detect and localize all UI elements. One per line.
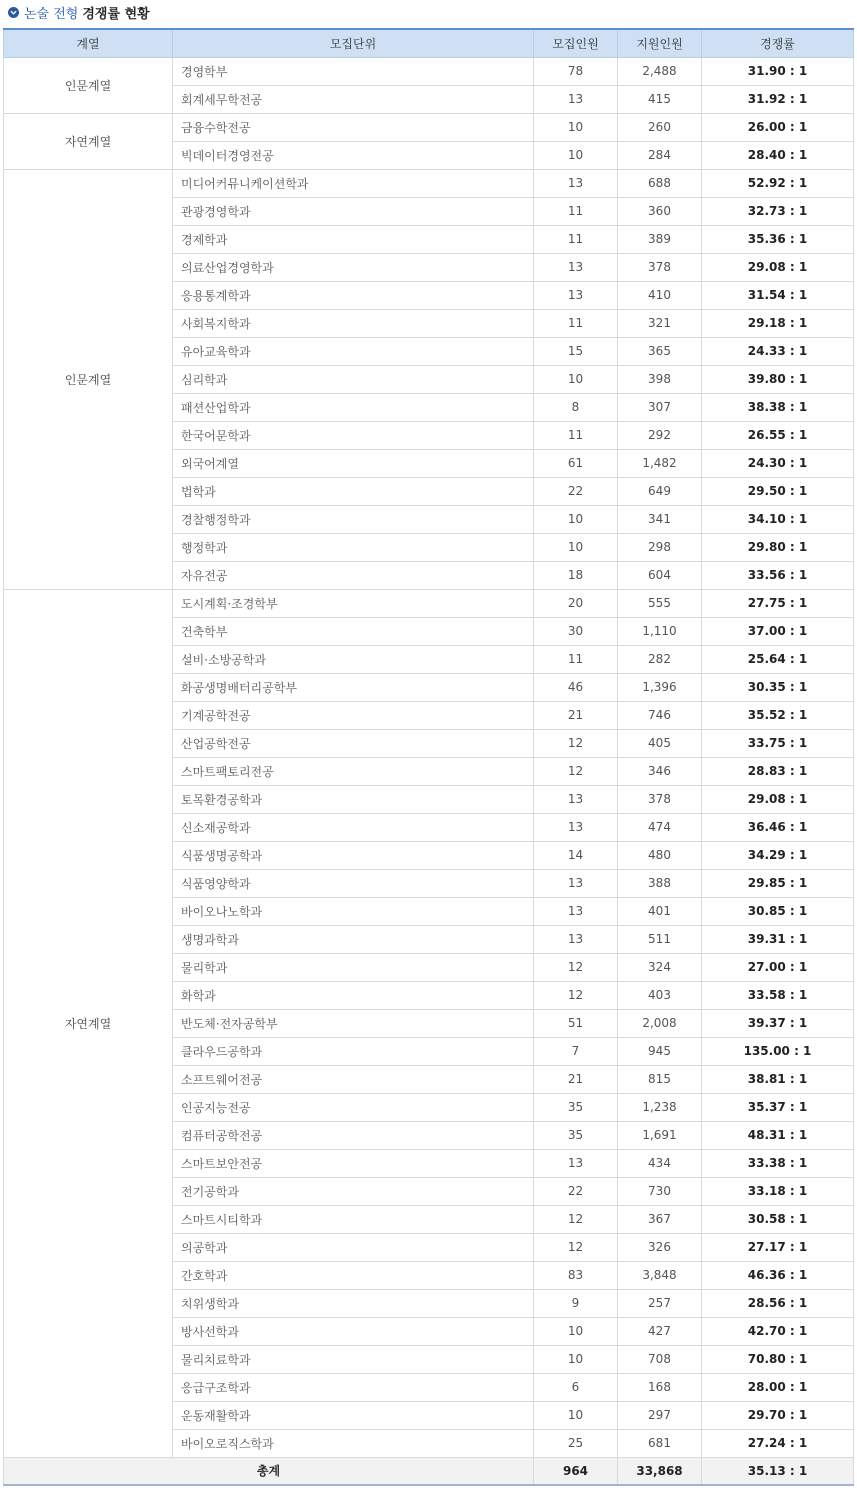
unit-cell: 의공학과 xyxy=(173,1233,534,1261)
quota-cell: 22 xyxy=(534,1177,618,1205)
rate-cell: 29.85 : 1 xyxy=(702,869,854,897)
quota-cell: 21 xyxy=(534,701,618,729)
total-rate: 35.13 : 1 xyxy=(702,1457,854,1485)
unit-cell: 스마트시티학과 xyxy=(173,1205,534,1233)
rate-cell: 36.46 : 1 xyxy=(702,813,854,841)
unit-cell: 클라우드공학과 xyxy=(173,1037,534,1065)
quota-cell: 10 xyxy=(534,365,618,393)
unit-cell: 식품생명공학과 xyxy=(173,841,534,869)
group-cell: 자연계열 xyxy=(4,113,173,169)
rate-cell: 42.70 : 1 xyxy=(702,1317,854,1345)
quota-cell: 13 xyxy=(534,869,618,897)
column-header: 모집단위 xyxy=(173,29,534,57)
applicants-cell: 257 xyxy=(618,1289,702,1317)
rate-cell: 35.36 : 1 xyxy=(702,225,854,253)
rate-cell: 25.64 : 1 xyxy=(702,645,854,673)
applicants-cell: 321 xyxy=(618,309,702,337)
unit-cell: 경제학과 xyxy=(173,225,534,253)
applicants-cell: 2,008 xyxy=(618,1009,702,1037)
applicants-cell: 403 xyxy=(618,981,702,1009)
quota-cell: 7 xyxy=(534,1037,618,1065)
unit-cell: 소프트웨어전공 xyxy=(173,1065,534,1093)
applicants-cell: 1,110 xyxy=(618,617,702,645)
unit-cell: 법학과 xyxy=(173,477,534,505)
quota-cell: 13 xyxy=(534,169,618,197)
unit-cell: 치위생학과 xyxy=(173,1289,534,1317)
rate-cell: 33.18 : 1 xyxy=(702,1177,854,1205)
rate-cell: 33.56 : 1 xyxy=(702,561,854,589)
rate-cell: 29.50 : 1 xyxy=(702,477,854,505)
applicants-cell: 292 xyxy=(618,421,702,449)
quota-cell: 10 xyxy=(534,141,618,169)
group-cell: 자연계열 xyxy=(4,589,173,1457)
quota-cell: 12 xyxy=(534,757,618,785)
quota-cell: 21 xyxy=(534,1065,618,1093)
quota-cell: 10 xyxy=(534,533,618,561)
rate-cell: 33.58 : 1 xyxy=(702,981,854,1009)
quota-cell: 12 xyxy=(534,953,618,981)
table-row xyxy=(4,57,854,85)
quota-cell: 10 xyxy=(534,505,618,533)
unit-cell: 외국어계열 xyxy=(173,449,534,477)
rate-cell: 48.31 : 1 xyxy=(702,1121,854,1149)
section-title xyxy=(0,0,857,24)
column-header: 지원인원 xyxy=(618,29,702,57)
quota-cell: 10 xyxy=(534,1317,618,1345)
quota-cell: 22 xyxy=(534,477,618,505)
rate-cell: 39.80 : 1 xyxy=(702,365,854,393)
rate-cell: 35.52 : 1 xyxy=(702,701,854,729)
applicants-cell: 341 xyxy=(618,505,702,533)
total-row xyxy=(4,1457,854,1485)
rate-cell: 35.37 : 1 xyxy=(702,1093,854,1121)
unit-cell: 경찰행정학과 xyxy=(173,505,534,533)
rate-cell: 28.40 : 1 xyxy=(702,141,854,169)
quota-cell: 51 xyxy=(534,1009,618,1037)
unit-cell: 패션산업학과 xyxy=(173,393,534,421)
applicants-cell: 367 xyxy=(618,1205,702,1233)
quota-cell: 18 xyxy=(534,561,618,589)
applicants-cell: 730 xyxy=(618,1177,702,1205)
unit-cell: 생명과학과 xyxy=(173,925,534,953)
quota-cell: 13 xyxy=(534,897,618,925)
rate-cell: 30.85 : 1 xyxy=(702,897,854,925)
rate-cell: 30.58 : 1 xyxy=(702,1205,854,1233)
applicants-cell: 2,488 xyxy=(618,57,702,85)
quota-cell: 11 xyxy=(534,225,618,253)
rate-cell: 27.00 : 1 xyxy=(702,953,854,981)
quota-cell: 11 xyxy=(534,309,618,337)
applicants-cell: 511 xyxy=(618,925,702,953)
applicants-cell: 360 xyxy=(618,197,702,225)
unit-cell: 반도체·전자공학부 xyxy=(173,1009,534,1037)
rate-cell: 52.92 : 1 xyxy=(702,169,854,197)
unit-cell: 물리학과 xyxy=(173,953,534,981)
unit-cell: 도시계획·조경학부 xyxy=(173,589,534,617)
total-applicants: 33,868 xyxy=(618,1457,702,1485)
total-quota: 964 xyxy=(534,1457,618,1485)
column-header: 계열 xyxy=(4,29,173,57)
applicants-cell: 681 xyxy=(618,1429,702,1457)
unit-cell: 자유전공 xyxy=(173,561,534,589)
applicants-cell: 649 xyxy=(618,477,702,505)
unit-cell: 산업공학전공 xyxy=(173,729,534,757)
quota-cell: 20 xyxy=(534,589,618,617)
unit-cell: 스마트팩토리전공 xyxy=(173,757,534,785)
applicants-cell: 260 xyxy=(618,113,702,141)
unit-cell: 심리학과 xyxy=(173,365,534,393)
quota-cell: 12 xyxy=(534,1205,618,1233)
rate-cell: 31.90 : 1 xyxy=(702,57,854,85)
rate-cell: 29.08 : 1 xyxy=(702,785,854,813)
applicants-cell: 1,482 xyxy=(618,449,702,477)
applicants-cell: 398 xyxy=(618,365,702,393)
rate-cell: 29.18 : 1 xyxy=(702,309,854,337)
applicants-cell: 282 xyxy=(618,645,702,673)
table-row xyxy=(4,113,854,141)
applicants-cell: 378 xyxy=(618,253,702,281)
quota-cell: 30 xyxy=(534,617,618,645)
quota-cell: 12 xyxy=(534,1233,618,1261)
applicants-cell: 945 xyxy=(618,1037,702,1065)
quota-cell: 15 xyxy=(534,337,618,365)
quota-cell: 46 xyxy=(534,673,618,701)
column-header: 경쟁률 xyxy=(702,29,854,57)
applicants-cell: 480 xyxy=(618,841,702,869)
quota-cell: 13 xyxy=(534,1149,618,1177)
rate-cell: 26.00 : 1 xyxy=(702,113,854,141)
group-cell: 인문계열 xyxy=(4,57,173,113)
rate-cell: 28.83 : 1 xyxy=(702,757,854,785)
competition-table-wrap xyxy=(3,28,853,1486)
unit-cell: 응용통계학과 xyxy=(173,281,534,309)
unit-cell: 방사선학과 xyxy=(173,1317,534,1345)
rate-cell: 39.37 : 1 xyxy=(702,1009,854,1037)
unit-cell: 유아교육학과 xyxy=(173,337,534,365)
quota-cell: 13 xyxy=(534,85,618,113)
rate-cell: 34.29 : 1 xyxy=(702,841,854,869)
unit-cell: 사회복지학과 xyxy=(173,309,534,337)
applicants-cell: 1,396 xyxy=(618,673,702,701)
quota-cell: 35 xyxy=(534,1093,618,1121)
unit-cell: 관광경영학과 xyxy=(173,197,534,225)
quota-cell: 13 xyxy=(534,925,618,953)
applicants-cell: 474 xyxy=(618,813,702,841)
table-body xyxy=(4,57,854,1457)
unit-cell: 회계세무학전공 xyxy=(173,85,534,113)
rate-cell: 32.73 : 1 xyxy=(702,197,854,225)
applicants-cell: 688 xyxy=(618,169,702,197)
applicants-cell: 410 xyxy=(618,281,702,309)
quota-cell: 13 xyxy=(534,785,618,813)
rate-cell: 34.10 : 1 xyxy=(702,505,854,533)
quota-cell: 13 xyxy=(534,281,618,309)
applicants-cell: 405 xyxy=(618,729,702,757)
applicants-cell: 298 xyxy=(618,533,702,561)
rate-cell: 28.00 : 1 xyxy=(702,1373,854,1401)
quota-cell: 11 xyxy=(534,645,618,673)
applicants-cell: 708 xyxy=(618,1345,702,1373)
unit-cell: 인공지능전공 xyxy=(173,1093,534,1121)
rate-cell: 27.24 : 1 xyxy=(702,1429,854,1457)
applicants-cell: 326 xyxy=(618,1233,702,1261)
unit-cell: 컴퓨터공학전공 xyxy=(173,1121,534,1149)
column-header: 모집인원 xyxy=(534,29,618,57)
unit-cell: 의료산업경영학과 xyxy=(173,253,534,281)
rate-cell: 27.17 : 1 xyxy=(702,1233,854,1261)
quota-cell: 6 xyxy=(534,1373,618,1401)
unit-cell: 행정학과 xyxy=(173,533,534,561)
unit-cell: 바이오나노학과 xyxy=(173,897,534,925)
unit-cell: 전기공학과 xyxy=(173,1177,534,1205)
applicants-cell: 284 xyxy=(618,141,702,169)
quota-cell: 83 xyxy=(534,1261,618,1289)
applicants-cell: 815 xyxy=(618,1065,702,1093)
applicants-cell: 401 xyxy=(618,897,702,925)
unit-cell: 운동재활학과 xyxy=(173,1401,534,1429)
table-header-row xyxy=(4,29,854,57)
rate-cell: 29.08 : 1 xyxy=(702,253,854,281)
title-highlight: 논술 전형 xyxy=(24,6,79,22)
quota-cell: 13 xyxy=(534,253,618,281)
unit-cell: 빅데이터경영전공 xyxy=(173,141,534,169)
quota-cell: 61 xyxy=(534,449,618,477)
rate-cell: 29.70 : 1 xyxy=(702,1401,854,1429)
unit-cell: 금융수학전공 xyxy=(173,113,534,141)
unit-cell: 설비·소방공학과 xyxy=(173,645,534,673)
unit-cell: 물리치료학과 xyxy=(173,1345,534,1373)
total-label: 총계 xyxy=(4,1457,534,1485)
quota-cell: 13 xyxy=(534,813,618,841)
quota-cell: 11 xyxy=(534,197,618,225)
unit-cell: 간호학과 xyxy=(173,1261,534,1289)
quota-cell: 8 xyxy=(534,393,618,421)
applicants-cell: 324 xyxy=(618,953,702,981)
quota-cell: 10 xyxy=(534,113,618,141)
applicants-cell: 365 xyxy=(618,337,702,365)
rate-cell: 27.75 : 1 xyxy=(702,589,854,617)
rate-cell: 24.30 : 1 xyxy=(702,449,854,477)
quota-cell: 12 xyxy=(534,981,618,1009)
quota-cell: 78 xyxy=(534,57,618,85)
applicants-cell: 555 xyxy=(618,589,702,617)
quota-cell: 25 xyxy=(534,1429,618,1457)
rate-cell: 31.54 : 1 xyxy=(702,281,854,309)
competition-table xyxy=(3,28,854,1486)
unit-cell: 스마트보안전공 xyxy=(173,1149,534,1177)
rate-cell: 135.00 : 1 xyxy=(702,1037,854,1065)
table-row xyxy=(4,589,854,617)
applicants-cell: 388 xyxy=(618,869,702,897)
applicants-cell: 746 xyxy=(618,701,702,729)
rate-cell: 24.33 : 1 xyxy=(702,337,854,365)
unit-cell: 바이오로직스학과 xyxy=(173,1429,534,1457)
applicants-cell: 346 xyxy=(618,757,702,785)
unit-cell: 토목환경공학과 xyxy=(173,785,534,813)
rate-cell: 26.55 : 1 xyxy=(702,421,854,449)
quota-cell: 9 xyxy=(534,1289,618,1317)
applicants-cell: 297 xyxy=(618,1401,702,1429)
applicants-cell: 427 xyxy=(618,1317,702,1345)
applicants-cell: 307 xyxy=(618,393,702,421)
quota-cell: 12 xyxy=(534,729,618,757)
unit-cell: 건축학부 xyxy=(173,617,534,645)
unit-cell: 신소재공학과 xyxy=(173,813,534,841)
unit-cell: 미디어커뮤니케이션학과 xyxy=(173,169,534,197)
quota-cell: 11 xyxy=(534,421,618,449)
table-row xyxy=(4,169,854,197)
unit-cell: 기계공학전공 xyxy=(173,701,534,729)
unit-cell: 응급구조학과 xyxy=(173,1373,534,1401)
chevron-down-icon xyxy=(8,7,19,18)
applicants-cell: 168 xyxy=(618,1373,702,1401)
rate-cell: 39.31 : 1 xyxy=(702,925,854,953)
applicants-cell: 604 xyxy=(618,561,702,589)
unit-cell: 화공생명배터리공학부 xyxy=(173,673,534,701)
unit-cell: 경영학부 xyxy=(173,57,534,85)
unit-cell: 화학과 xyxy=(173,981,534,1009)
rate-cell: 33.75 : 1 xyxy=(702,729,854,757)
quota-cell: 10 xyxy=(534,1345,618,1373)
title-rest: 경쟁률 현황 xyxy=(82,6,150,22)
rate-cell: 29.80 : 1 xyxy=(702,533,854,561)
applicants-cell: 389 xyxy=(618,225,702,253)
rate-cell: 28.56 : 1 xyxy=(702,1289,854,1317)
quota-cell: 35 xyxy=(534,1121,618,1149)
applicants-cell: 1,238 xyxy=(618,1093,702,1121)
quota-cell: 10 xyxy=(534,1401,618,1429)
rate-cell: 31.92 : 1 xyxy=(702,85,854,113)
rate-cell: 70.80 : 1 xyxy=(702,1345,854,1373)
applicants-cell: 415 xyxy=(618,85,702,113)
rate-cell: 30.35 : 1 xyxy=(702,673,854,701)
applicants-cell: 378 xyxy=(618,785,702,813)
rate-cell: 37.00 : 1 xyxy=(702,617,854,645)
quota-cell: 14 xyxy=(534,841,618,869)
unit-cell: 한국어문학과 xyxy=(173,421,534,449)
applicants-cell: 3,848 xyxy=(618,1261,702,1289)
applicants-cell: 1,691 xyxy=(618,1121,702,1149)
rate-cell: 33.38 : 1 xyxy=(702,1149,854,1177)
applicants-cell: 434 xyxy=(618,1149,702,1177)
rate-cell: 38.81 : 1 xyxy=(702,1065,854,1093)
rate-cell: 38.38 : 1 xyxy=(702,393,854,421)
group-cell: 인문계열 xyxy=(4,169,173,589)
rate-cell: 46.36 : 1 xyxy=(702,1261,854,1289)
unit-cell: 식품영양학과 xyxy=(173,869,534,897)
